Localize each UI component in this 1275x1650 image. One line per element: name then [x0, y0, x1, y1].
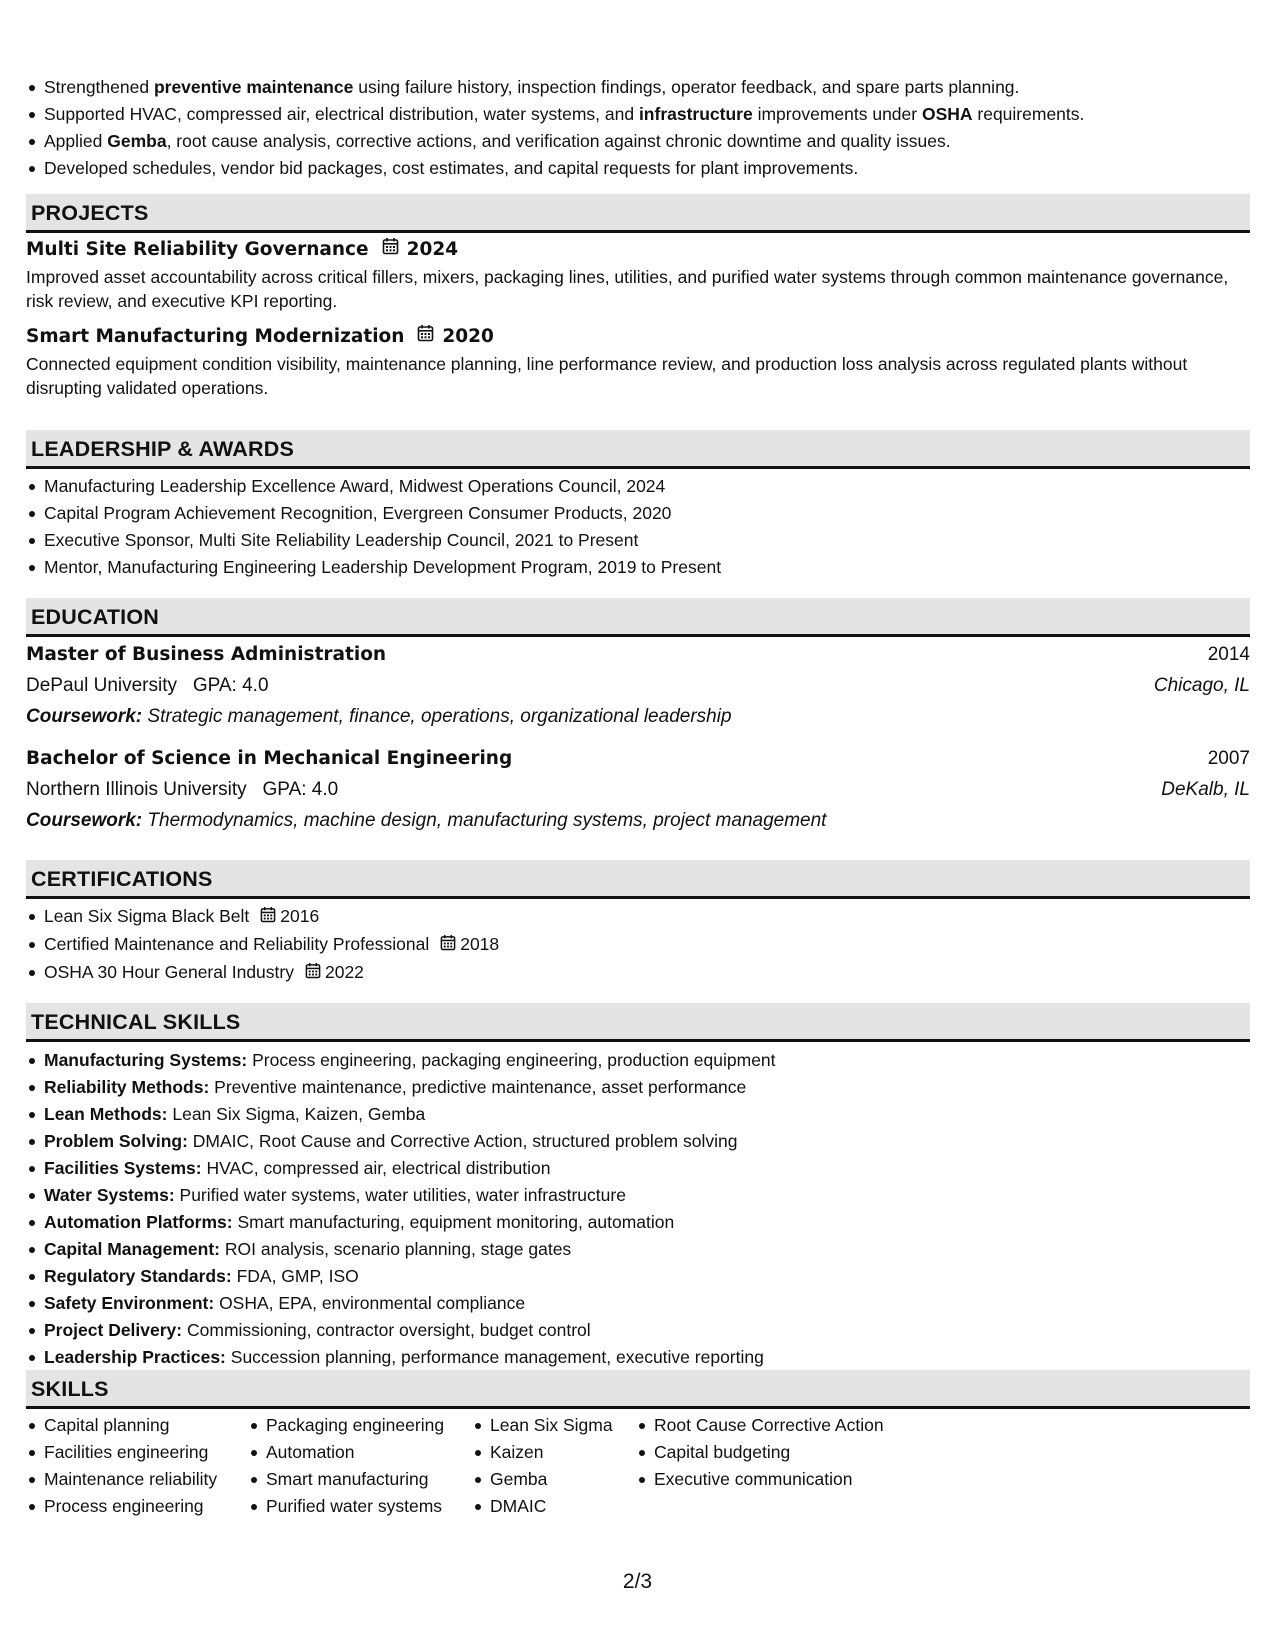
skill-detail: ROI analysis, scenario planning, stage gates	[224, 1239, 572, 1259]
list-item: Executive communication	[636, 1466, 896, 1493]
certification-name: Lean Six Sigma Black Belt	[44, 906, 250, 926]
project-title: Smart Manufacturing Modernization	[26, 326, 405, 347]
coursework-label: Coursework:	[26, 810, 143, 831]
project-year: 2020	[442, 326, 494, 347]
skill-detail: Purified water systems, water utilities, water infrastructure	[179, 1185, 626, 1205]
emphasis-text: OSHA	[921, 104, 973, 124]
degree-title: Master of Business Administration	[26, 644, 387, 665]
emphasis-text: Gemba	[107, 131, 167, 151]
education-list	[26, 640, 1250, 836]
skill-category: Lean Methods:	[44, 1104, 168, 1124]
skill-detail: Preventive maintenance, predictive maintenance, asset performance	[214, 1077, 747, 1097]
skill-detail: FDA, GMP, ISO	[236, 1266, 359, 1286]
section-heading-projects: PROJECTS	[26, 194, 1250, 233]
skill-category: Reliability Methods:	[44, 1077, 210, 1097]
section-heading-certifications: CERTIFICATIONS	[26, 860, 1250, 899]
list-item: Lean Six Sigma	[472, 1412, 636, 1439]
list-item: Automation	[248, 1439, 472, 1466]
list-item	[26, 1290, 776, 1317]
skill-category: Problem Solving:	[44, 1131, 188, 1151]
skill-detail: Succession planning, performance management, executive reporting	[230, 1347, 764, 1367]
skill-detail: Smart manufacturing, equipment monitoring, automation	[237, 1212, 675, 1232]
certifications-list	[26, 903, 499, 987]
bullet-text: Strengthened	[44, 77, 154, 97]
calendar-icon	[417, 323, 434, 351]
degree-year: 2007	[1207, 748, 1250, 769]
calendar-icon	[260, 904, 276, 931]
school-name: DePaul University	[26, 675, 177, 696]
skill-detail: DMAIC, Root Cause and Corrective Action, structured problem solving	[192, 1131, 738, 1151]
emphasis-text: preventive maintenance	[153, 77, 354, 97]
list-item	[26, 1155, 776, 1182]
bullet-text: improvements under	[752, 104, 922, 124]
skill-category: Leadership Practices:	[44, 1347, 226, 1367]
list-item	[26, 1182, 776, 1209]
skills-column	[26, 1412, 248, 1520]
skill-category: Regulatory Standards:	[44, 1266, 232, 1286]
school-name: Northern Illinois University	[26, 779, 247, 800]
project-description: Connected equipment condition visibility, maintenance planning, line performance review, and production loss analysis across regulated plants without disrupting validated operations.	[26, 354, 1188, 398]
list-item: Purified water systems	[248, 1493, 472, 1520]
degree-year: 2014	[1207, 644, 1250, 665]
certification-name: OSHA 30 Hour General Industry	[44, 961, 294, 982]
calendar-icon	[305, 960, 321, 987]
bullet-text: using failure history, inspection findings, operator feedback, and spare parts planning.	[353, 77, 1020, 97]
school-location: DeKalb, IL	[1161, 779, 1250, 800]
leadership-list	[26, 473, 721, 581]
list-item: Capital Program Achievement Recognition, Evergreen Consumer Products, 2020	[26, 500, 721, 527]
skills-grid	[26, 1412, 896, 1520]
section-heading-technical-skills: TECHNICAL SKILLS	[26, 1003, 1250, 1042]
project-item	[26, 236, 1250, 313]
list-item	[26, 1047, 776, 1074]
skill-category: Manufacturing Systems:	[44, 1050, 248, 1070]
bullet-text: , root cause analysis, corrective actions, and verification against chronic downtime and quality issues.	[166, 131, 951, 151]
experience-bullet	[26, 74, 1084, 101]
skills-column	[472, 1412, 636, 1520]
certification-name: Certified Maintenance and Reliability Professional	[44, 933, 430, 954]
bullet-text: Supported HVAC, compressed air, electrical distribution, water systems, and	[44, 104, 639, 124]
certification-year: 2018	[460, 933, 500, 954]
experience-bullet	[26, 128, 1084, 155]
list-item: Gemba	[472, 1466, 636, 1493]
list-item	[26, 1263, 776, 1290]
skill-detail: Lean Six Sigma, Kaizen, Gemba	[172, 1104, 426, 1124]
list-item	[26, 1344, 776, 1371]
coursework-label: Coursework:	[26, 706, 143, 727]
calendar-icon	[440, 932, 456, 959]
list-item	[26, 1209, 776, 1236]
skill-category: Facilities Systems:	[44, 1158, 202, 1178]
bullet-text: Applied	[44, 131, 108, 151]
skill-category: Project Delivery:	[44, 1320, 183, 1340]
list-item: Root Cause Corrective Action	[636, 1412, 896, 1439]
experience-bullet	[26, 101, 1084, 128]
calendar-icon	[382, 236, 399, 264]
bullet-text: requirements.	[972, 104, 1085, 124]
emphasis-text: infrastructure	[638, 104, 753, 124]
list-item: Process engineering	[26, 1493, 248, 1520]
list-item: Capital budgeting	[636, 1439, 896, 1466]
page-number: 2/3	[622, 1570, 653, 1593]
coursework-text: Thermodynamics, machine design, manufacturing systems, project management	[147, 810, 827, 831]
list-item	[26, 1101, 776, 1128]
section-heading-leadership: LEADERSHIP & AWARDS	[26, 430, 1250, 469]
certification-year: 2022	[324, 961, 364, 982]
technical-skills-list	[26, 1047, 776, 1371]
skill-detail: Commissioning, contractor oversight, budget control	[187, 1320, 591, 1340]
school-location: Chicago, IL	[1153, 675, 1250, 696]
list-item: Kaizen	[472, 1439, 636, 1466]
list-item	[26, 931, 499, 959]
list-item	[26, 1236, 776, 1263]
bullet-text: Developed schedules, vendor bid packages, cost estimates, and capital requests for plant improvements.	[44, 158, 859, 178]
skill-category: Safety Environment:	[44, 1293, 215, 1313]
experience-bullets	[26, 74, 1084, 182]
list-item	[26, 1317, 776, 1344]
skills-column	[248, 1412, 472, 1520]
skill-detail: HVAC, compressed air, electrical distribution	[206, 1158, 551, 1178]
list-item	[26, 959, 499, 987]
projects-list	[26, 236, 1250, 400]
skill-category: Automation Platforms:	[44, 1212, 233, 1232]
coursework	[26, 701, 1250, 732]
skill-detail: Process engineering, packaging engineering, production equipment	[252, 1050, 776, 1070]
coursework	[26, 805, 1250, 836]
skill-category: Capital Management:	[44, 1239, 220, 1259]
education-item	[26, 640, 1250, 732]
education-item	[26, 744, 1250, 836]
skills-column	[636, 1412, 896, 1520]
list-item: Smart manufacturing	[248, 1466, 472, 1493]
gpa: GPA: 4.0	[262, 779, 339, 800]
list-item	[26, 903, 499, 931]
experience-bullet	[26, 155, 1084, 182]
list-item: Capital planning	[26, 1412, 248, 1439]
certification-year: 2016	[280, 906, 320, 926]
list-item: Executive Sponsor, Multi Site Reliability Leadership Council, 2021 to Present	[26, 527, 721, 554]
list-item: Mentor, Manufacturing Engineering Leadership Development Program, 2019 to Present	[26, 554, 721, 581]
list-item: Maintenance reliability	[26, 1466, 248, 1493]
project-year: 2024	[406, 239, 459, 260]
list-item	[26, 1128, 776, 1155]
coursework-text: Strategic management, finance, operations, organizational leadership	[147, 706, 732, 727]
project-item	[26, 323, 1250, 400]
list-item: Packaging engineering	[248, 1412, 472, 1439]
gpa: GPA: 4.0	[192, 675, 269, 696]
list-item: DMAIC	[472, 1493, 636, 1520]
skill-detail: OSHA, EPA, environmental compliance	[219, 1293, 526, 1313]
project-title: Multi Site Reliability Governance	[26, 239, 369, 260]
section-heading-skills: SKILLS	[26, 1370, 1250, 1409]
project-description: Improved asset accountability across critical fillers, mixers, packaging lines, utilities, and purified water systems through common maintenance governance, risk review, and executive KPI reporting.	[26, 267, 1229, 311]
degree-title: Bachelor of Science in Mechanical Engineering	[26, 748, 513, 769]
section-heading-education: EDUCATION	[26, 598, 1250, 637]
skill-category: Water Systems:	[44, 1185, 175, 1205]
list-item: Facilities engineering	[26, 1439, 248, 1466]
list-item: Manufacturing Leadership Excellence Award, Midwest Operations Council, 2024	[26, 473, 721, 500]
list-item	[26, 1074, 776, 1101]
